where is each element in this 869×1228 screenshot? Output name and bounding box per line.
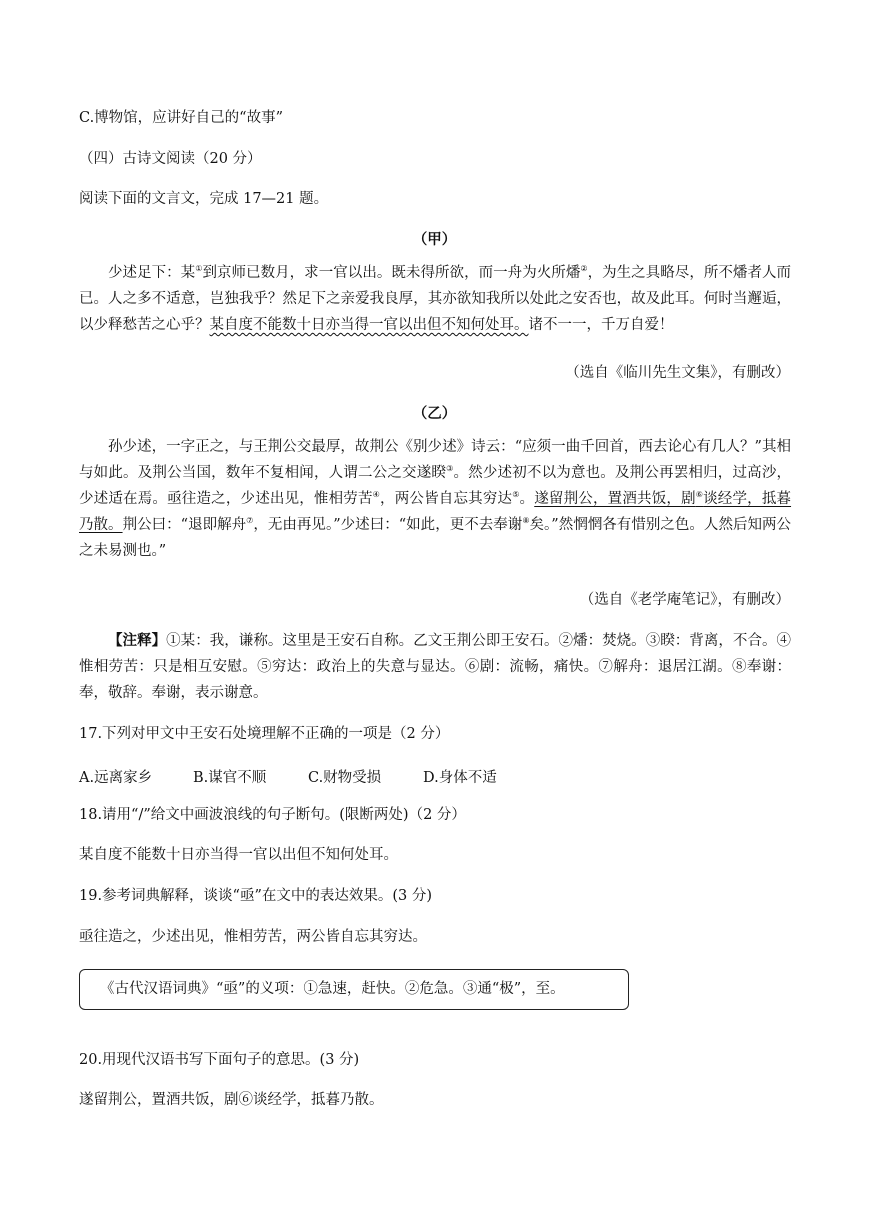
option-c-line: C.博物馆，应讲好自己的“故事” [79,110,284,126]
yi-text-7: 矣。”然惘惘各有惜别之色。人然后知两公之未易测也。” [79,517,792,559]
yi-text-4: 。 [519,491,535,507]
jia-text-1: 少述足下：某 [108,265,196,281]
note-mark-2: ② [580,264,588,273]
yi-text-6: ，无由再见。”少述曰：“如此，更不去奉谢 [253,517,523,533]
yi-text-1: 孙少述，一字正之，与王荆公交最厚，故荆公《别少述》诗云：“应须一曲千回首，西去论心有几人？”其相与如此。及荆公当国，数年不复相闻，人谓二公之交遂睽 [79,439,791,481]
yi-text-5: 荆公曰：“退即解舟 [122,517,247,533]
note-mark-4: ④ [372,490,381,499]
notes-text: ①某：我，谦称。这里是王安石自称。乙文王荆公即王安石。②燔：焚烧。③睽：背离，不合。④惟相劳苦：只是相互安慰。⑤穷达：政治上的失意与显达。⑥剧：流畅，痛快。⑦解舟：退居江湖。⑧奉谢：奉，敬辞。奉谢，表示谢意。 [79,633,792,701]
jia-source: （选自《临川先生文集》，有删改） [565,365,790,381]
option-c[interactable]: C.财物受损 [308,770,382,786]
note-mark-1: ① [195,264,203,273]
option-a[interactable]: A.远离家乡 [79,770,153,786]
notes-block [79,628,791,706]
yi-source: （选自《老学庵笔记》，有删改） [579,592,790,608]
wavy-underlined-sentence: 某自度不能数十日亦当得一官以出但不知何处耳。 [209,317,529,333]
yi-heading: （乙） [412,405,457,422]
dictionary-entry: 《古代汉语词典》“亟”的义项：①急速，赶快。②危急。③通“极”，至。 [100,981,565,997]
q17-text: 17.下列对甲文中王安石处境理解不正确的一项是（2 分） [79,726,450,742]
option-b[interactable]: B.谋官不顺 [193,770,267,786]
q18-text: 18.请用“/”给文中画波浪线的句子断句。(限断两处)（2 分） [79,807,466,823]
underlined-part-1: 遂留荆公，置酒共饭，剧 [534,491,696,507]
note-mark-8: ⑧ [522,516,530,525]
note-mark-5: ⑤ [512,490,520,499]
q20-text: 20.用现代汉语书写下面句子的意思。(3 分) [79,1052,360,1068]
q17-options [79,766,497,787]
q19-text: 19.参考词典解释，谈谈“亟”在文中的表达效果。(3 分) [79,888,433,904]
yi-passage [79,434,791,564]
instruction-text: 阅读下面的文言文，完成 17—21 题。 [79,191,329,207]
q19-sentence: 亟往造之，少述出见，惟相劳苦，两公皆自忘其穷达。 [79,929,427,945]
jia-heading: （甲） [412,231,457,248]
note-mark-7: ⑦ [246,516,254,525]
yi-text-3: ，两公皆自忘其穷达 [380,491,513,507]
jia-text-4: 诸不一一，千万自爱！ [528,317,674,333]
jia-text-3: ，为生之具略尽，所不燔者人而已。人之多不适意，岂独我乎？然足下之亲爱我良厚，其亦欲知我所以处此之安否也，故及此耳。何时当邂逅，以少释愁苦之心乎？ [79,265,792,333]
notes-label: 【注释】 [108,632,167,649]
jia-passage [79,260,791,338]
q20-sentence: 遂留荆公，置酒共饭，剧⑥谈经学，抵暮乃散。 [79,1092,384,1108]
option-d[interactable]: D.身体不适 [423,770,497,786]
note-mark-6: ⑥ [695,490,704,499]
underlined-part-2: 谈经学，抵暮乃散。 [79,491,792,533]
dictionary-box [79,969,629,1010]
jia-text-2: 到京师已数月，求一官以出。既未得所欲，而一舟为火所燔 [202,265,581,281]
section-title: （四）古诗文阅读（20 分） [79,151,262,167]
yi-text-2: 。然少述初不以为意也。及荆公再罢相归，过高沙，少述适在焉。亟往造之，少述出见，惟相劳苦 [79,465,792,507]
note-mark-3: ③ [446,464,454,473]
q18-sentence: 某自度不能数十日亦当得一官以出但不知何处耳。 [79,847,398,863]
